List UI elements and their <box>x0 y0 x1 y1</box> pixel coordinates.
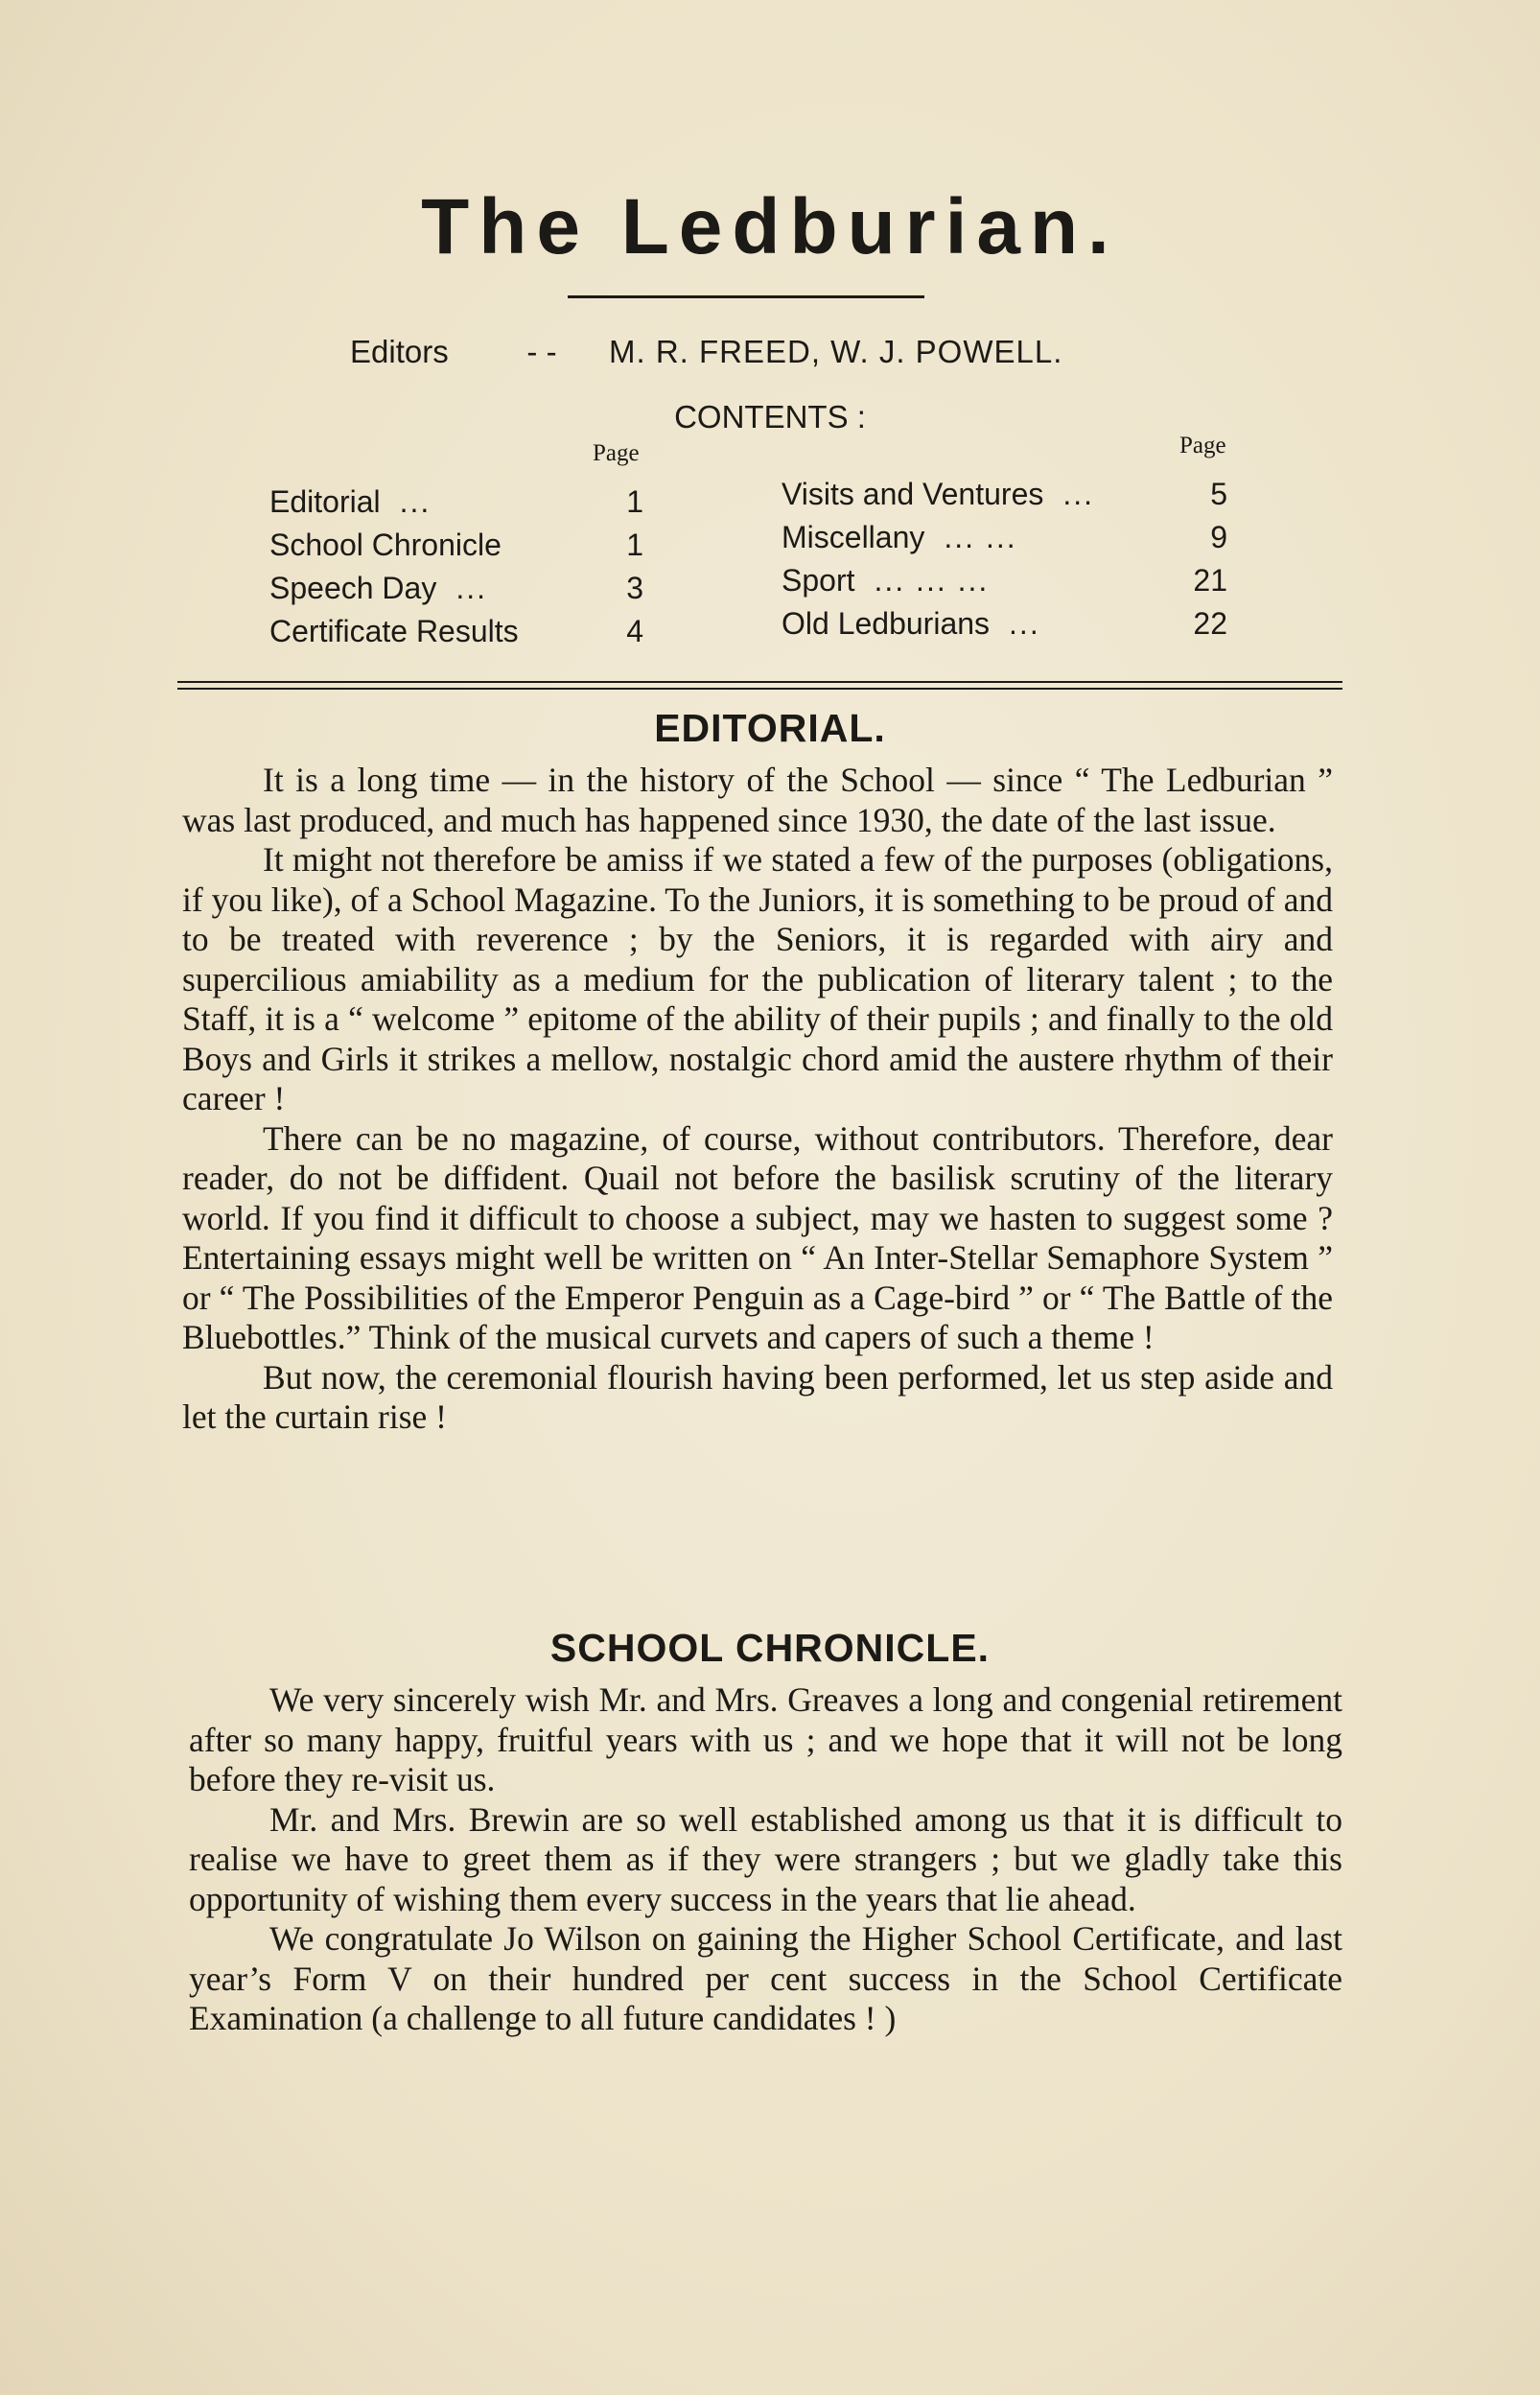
toc-entry-dots: ... ... <box>944 520 1017 554</box>
toc-entry-page: 1 <box>626 484 643 519</box>
toc-entry-dots: ... <box>399 484 432 519</box>
editorial-paragraph: There can be no magazine, of course, without contributors. Therefore, dear reader, do not be diffident. Quail not before the basilisk scrutiny of the literary world. If you find it difficult to choose a subject, may we hasten to suggest some ? Entertaining essays might well be written on “ An Inter-Stellar Semaphore System ” or “ The Possibilities of the Emperor Penguin as a Cage-bird ” or “ The Battle of the Bluebottles.” Think of the musical curvets and capers of such a theme ! <box>182 1118 1333 1356</box>
chronicle-paragraph: We very sincerely wish Mr. and Mrs. Greaves a long and congenial retirement after so many happy, fruitful years with us ; and we hope that it will not be long before they re-visit us. <box>189 1680 1342 1798</box>
toc-entry-page: 21 <box>1193 563 1227 598</box>
chronicle-heading: SCHOOL CHRONICLE. <box>549 1626 991 1670</box>
toc-page-label-left: Page <box>593 440 640 466</box>
editors-line <box>350 334 1062 370</box>
toc-entry-title: Editorial <box>269 484 381 519</box>
toc-entry-title: Certificate Results <box>269 614 519 648</box>
toc-entry-dots: ... <box>455 571 487 605</box>
toc-entry-title: Speech Day <box>269 571 437 605</box>
toc-entry-dots: ... <box>1009 606 1040 641</box>
toc-entry-page: 9 <box>1210 520 1227 554</box>
toc-entry-dots: ... <box>1062 477 1095 511</box>
toc-left-column <box>269 440 643 657</box>
toc-entry-page: 1 <box>626 528 643 562</box>
toc-right-column <box>782 433 1227 649</box>
toc-page-label-right: Page <box>1179 433 1226 458</box>
toc-entry-dots: ... ... ... <box>874 563 990 598</box>
chronicle-paragraph: Mr. and Mrs. Brewin are so well established among us that it is difficult to realise we have to greet them as if they were strangers ; but we gladly take this opportunity of wishing them every success in the years that lie ahead. <box>189 1799 1342 1918</box>
toc-entry-page: 5 <box>1210 477 1227 511</box>
editorial-paragraph: It is a long time — in the history of the School — since “ The Ledburian ” was last produced, and much has happened since 1930, the date of the last issue. <box>182 761 1333 839</box>
toc-entry-page: 22 <box>1193 606 1227 641</box>
toc-entry-title: School Chronicle <box>269 528 502 562</box>
toc-entry-title: Old Ledburians <box>782 606 991 641</box>
toc-entry-title: Miscellany <box>782 520 925 554</box>
toc-entry <box>782 563 1227 606</box>
editors-label: Editors <box>350 334 449 369</box>
magazine-title: The Ledburian. <box>421 183 1119 270</box>
editors-names: M. R. FREED, W. J. POWELL. <box>609 334 1063 369</box>
chronicle-body <box>189 1680 1342 2039</box>
toc-entry-title: Visits and Ventures <box>782 477 1044 511</box>
toc-entry <box>269 614 643 657</box>
editorial-body <box>182 761 1333 1438</box>
editorial-heading: EDITORIAL. <box>654 706 886 750</box>
section-divider <box>177 681 1342 690</box>
chronicle-paragraph: We congratulate Jo Wilson on gaining the Higher School Certificate, and last year’s Form V on their hundred per cent success in the School Certificate Examination (a challenge to all future candidates ! ) <box>189 1919 1342 2037</box>
toc-entry-page: 4 <box>626 614 643 648</box>
toc-entry <box>782 477 1227 520</box>
toc-entry <box>269 484 643 528</box>
editorial-paragraph: But now, the ceremonial flourish having been performed, let us step aside and let the curtain rise ! <box>182 1357 1333 1436</box>
toc-entry-title: Sport <box>782 563 855 598</box>
toc-entry <box>269 528 643 571</box>
toc-entry-page: 3 <box>626 571 643 605</box>
toc-entry <box>269 571 643 614</box>
toc-entry <box>782 520 1227 563</box>
title-rule <box>568 295 924 298</box>
contents-heading: CONTENTS : <box>674 399 866 434</box>
editors-dashes: - - <box>526 334 557 369</box>
toc-entry <box>782 606 1227 649</box>
editorial-paragraph: It might not therefore be amiss if we stated a few of the purposes (obligations, if you like), of a School Magazine. To the Juniors, it is something to be proud of and to be treated with reverence ; by the Seniors, it is regarded with airy and supercilious amiability as a medium for the publication of literary talent ; to the Staff, it is a “ welcome ” epitome of the ability of their pupils ; and finally to the old Boys and Girls it strikes a mellow, nostalgic chord amid the austere rhythm of their career ! <box>182 840 1333 1117</box>
